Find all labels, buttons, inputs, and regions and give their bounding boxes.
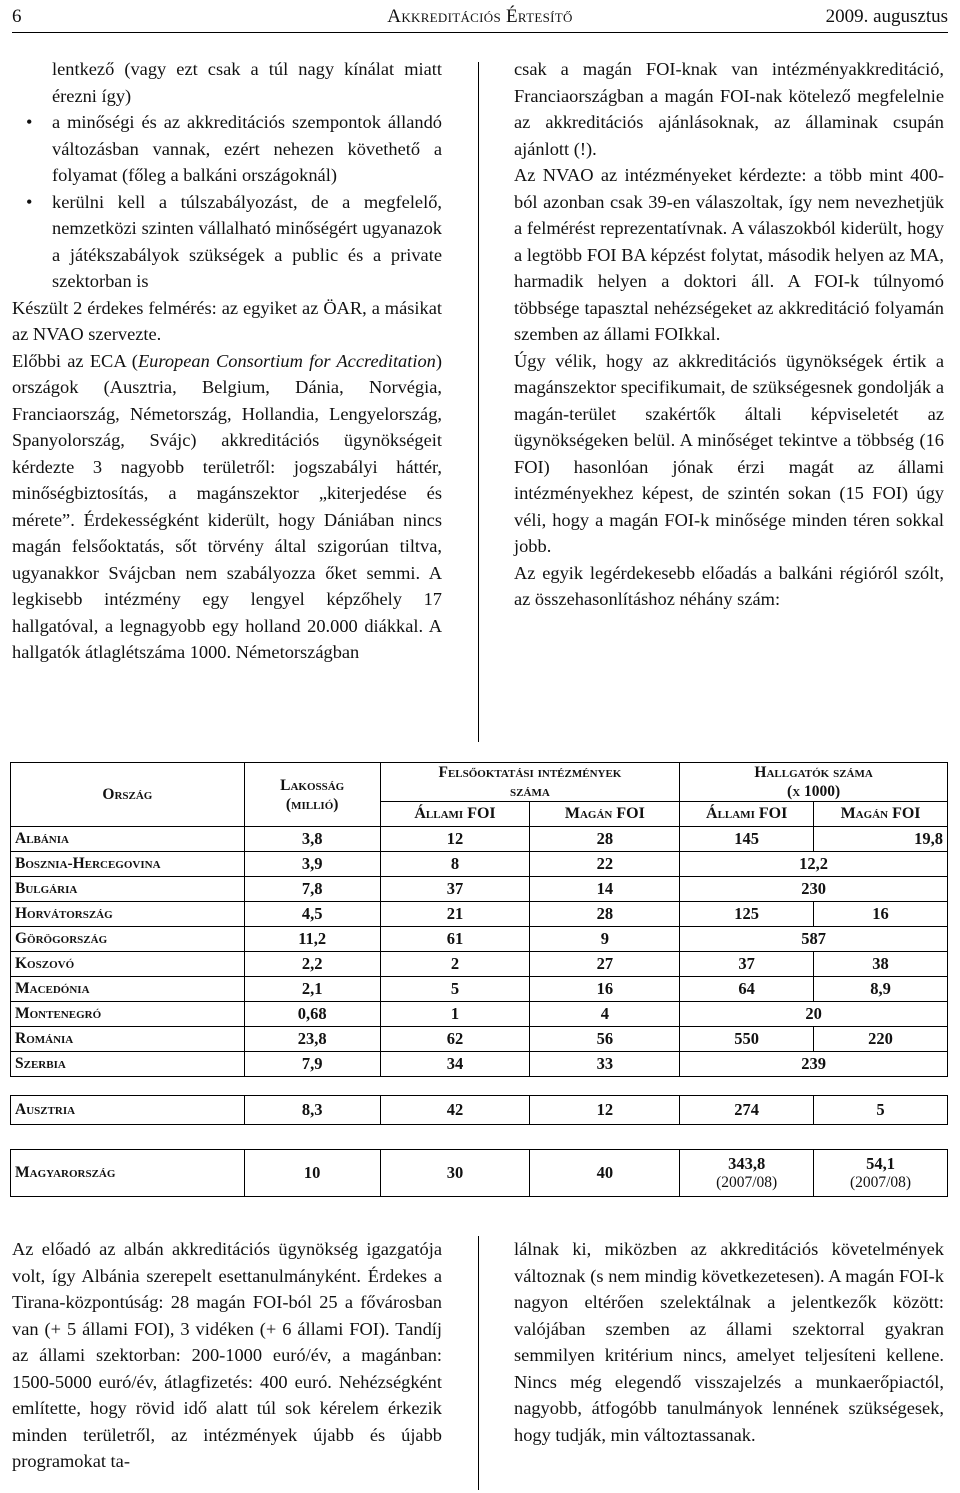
table-row-hungary: Magyarország 10 30 40 343,8 (2007/08) 54,1 (2007/08)	[11, 1150, 948, 1197]
bottom-left-column	[12, 1236, 442, 1475]
paragraph: lálnak ki, miközben az akkreditációs követelmények változnak (s nem mindig következetesen). A magán FOI-k nagyon eltérően szelektálnak a jelentkezők között: valójában szemben az állami szektorral gyakran semmilyen kritérium nincs, amelyet teljesíteni kellene. Nincs még elegendő visszajelzés a munkaerőpiactól, nagyobb, átfogóbb tanulmányok lennének szükségesek, hogy tudják, min változtassanak.	[514, 1239, 944, 1445]
paragraph: Előbbi az ECA (European Consortium for Accreditation) országok (Ausztria, Belgium, Dánia, Norvégia, Franciaország, Németország, Hollandia, Lengyelország, Spanyolország, Svájc) akkreditációs ügynökségeit kérdezte 3 nagyobb területről: jogszabályi háttér, minőségbiztosítás, a magánszektor „kiterjedése és mérete”. Érdekességként kiderült, hogy Dániában nincs magán felsőoktatás, sőt törvény által szigorúan tiltva, ugyanakkor Svájcban nem szabályozza őket semmi. A legkisebb intézmény egy lengyel képzőhely 17 hallgatóval, a legnagyobb egy holland 20.000 diákkal. A hallgatók átlaglétszáma 1000. Németországban	[12, 350, 442, 662]
bullet-icon: •	[26, 112, 33, 132]
table-row: Albánia 3,8 12 28 145 19,8	[11, 827, 948, 852]
header-private-foi: Magán FOI	[530, 802, 680, 827]
paragraph: Készült 2 érdekes felmérés: az egyiket az ÖAR, a másikat az NVAO szervezte.	[12, 297, 442, 344]
table-row-austria: Ausztria 8,3 42 12 274 5	[11, 1096, 948, 1125]
paragraph: Az NVAO az intézményeket kérdezte: a több mint 400-ból azonban csak 39-en válaszoltak, így nem nevezhetjük a felmérést reprezentatívnak. A válaszokból kiderült, hogy a legtöbb FOI BA képzést folytat, második helyen az MA, harmadik helyen a doktori áll. A FOI-k túlnyomó többsége tapasztal nehézségeket az akkreditáció folyamán szemben az állami FOIkkal.	[514, 165, 944, 344]
header-students: Hallgatók száma (x 1000)	[680, 763, 948, 802]
header-private-foi-students: Magán FOI	[814, 802, 948, 827]
table-row: Bulgária 7,8 37 14 230	[11, 877, 948, 902]
table-row: Bosznia-Hercegovina 3,9 8 22 12,2	[11, 852, 948, 877]
table-row: Koszovó 2,2 2 27 37 38	[11, 952, 948, 977]
bullet-icon: •	[26, 191, 33, 212]
hungary-state-students: 343,8 (2007/08)	[680, 1150, 814, 1197]
column-divider-bottom	[478, 1236, 479, 1490]
table-row: Görögország 11,2 61 9 587	[11, 927, 948, 952]
page-number: 6	[12, 6, 22, 27]
header-institutions: Felsőoktatási intézmények száma	[380, 763, 680, 802]
table-row: Macedónia 2,1 5 16 64 8,9	[11, 977, 948, 1002]
left-column	[12, 56, 442, 666]
table-row: Montenegró 0,68 1 4 20	[11, 1002, 948, 1027]
bullet-list	[12, 109, 442, 295]
comparison-table	[10, 762, 948, 1197]
issue-date: 2009. augusztus	[825, 6, 948, 27]
table-row: Románia 23,8 62 56 550 220	[11, 1027, 948, 1052]
hungary-private-students: 54,1 (2007/08)	[814, 1150, 948, 1197]
header-state-foi: Állami FOI	[380, 802, 530, 827]
header-state-foi-students: Állami FOI	[680, 802, 814, 827]
table-spacer	[11, 1077, 948, 1096]
bullet-continuation: lentkező (vagy ezt csak a túl nagy kínálat miatt érezni így)	[52, 59, 442, 106]
paragraph: Úgy vélik, hogy az akkreditációs ügynökségek értik a magánszektor specifikumait, de szükségesnek gondolják a magán-terület szakértők általi képviseletét az ügynökségeken belül. A minőséget tekintve a többség (16 FOI) hasonlóan jónak érzi magát az állami intézményekhez képest, de szintén sokan (15 FOI) úgy véli, hogy a magán FOI-k minősége minden téren sokkal jobb.	[514, 350, 944, 556]
header-country: Ország	[11, 763, 245, 827]
column-divider	[478, 62, 479, 742]
right-column	[514, 56, 944, 613]
paragraph: Az előadó az albán akkreditációs ügynökség igazgatója volt, így Albánia szerepelt esettanulmányként. Érdekes a Tirana-központúság: 28 magán FOI-ból 25 a fővárosban van (+ 5 állami FOI), 3 vidéken (+ 6 állami FOI). Tandíj az állami szektorban: 200-1000 euró/év, a magánban: 1500-5000 euró/év, átlagfizetés: 400 euró. Nehézségként említette, hogy rövid idő alatt túl sok kérelem érkezik minden területről, az intézmények újabb és újabb programokat ta-	[12, 1239, 442, 1471]
journal-title: Akkreditációs Értesítő	[387, 6, 573, 27]
bullet-item: • kerülni kell a túlszabályozást, de a megfelelő, nemzetközi szinten vállalható minőségért ugyanazok a játékszabályok szükségek a public és a private szektorban is	[12, 189, 442, 295]
page-header	[12, 2, 948, 33]
table-row: Horvátország 4,5 21 28 125 16	[11, 902, 948, 927]
header-population: Lakosság (millió)	[244, 763, 380, 827]
table-row: Szerbia 7,9 34 33 239	[11, 1052, 948, 1077]
paragraph: csak a magán FOI-knak van intézményakkreditáció, Franciaországban a magán FOI-nak kötelező megfelelnie az akkreditációs ajánlásoknak, az államinak csupán ajánlott (!).	[514, 59, 944, 159]
bottom-right-column	[514, 1236, 944, 1448]
paragraph: Az egyik legérdekesebb előadás a balkáni régióról szólt, az összehasonlításhoz néhány szám:	[514, 562, 944, 609]
bullet-item: • a minőségi és az akkreditációs szempontok állandó változásban vannak, ezért nehezen követhető a folyamat (főleg a balkáni országoknál)	[12, 109, 442, 189]
table-spacer	[11, 1125, 948, 1150]
